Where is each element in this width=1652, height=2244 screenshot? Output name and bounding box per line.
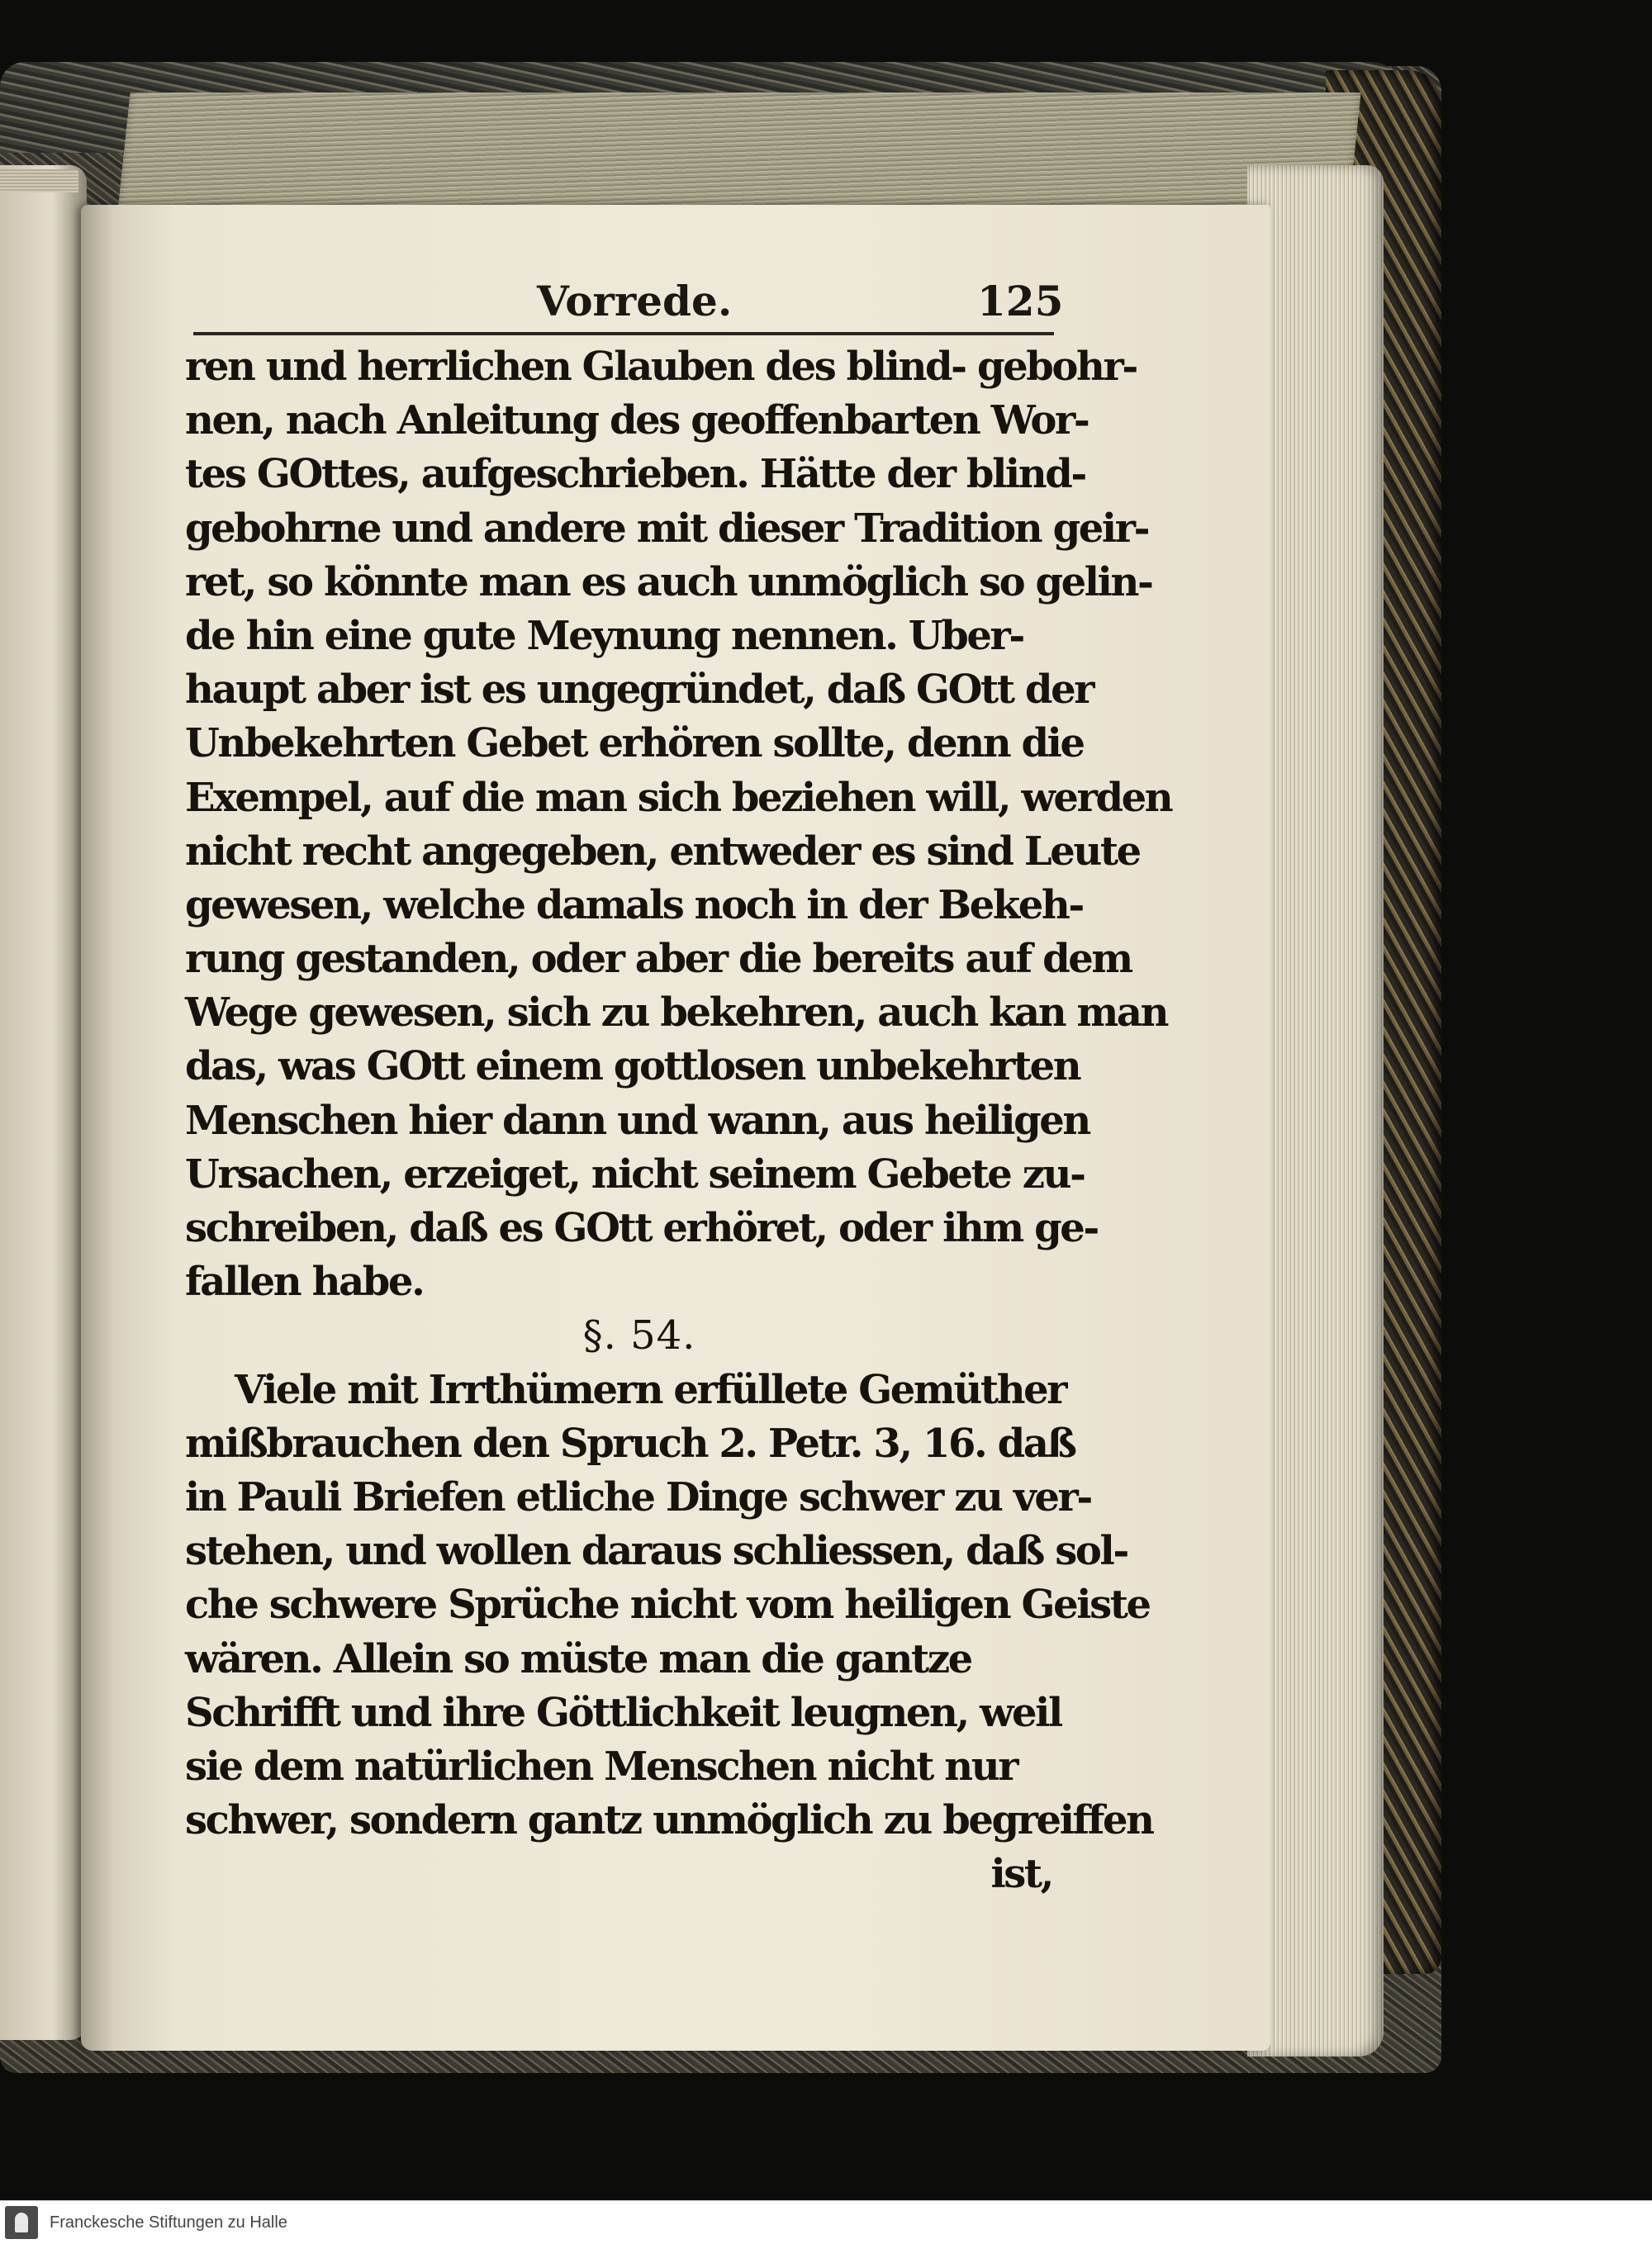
text-line: Viele mit Irrthümern erfüllete Gemüther [235,1366,1066,1413]
institution-logo-icon [5,2206,38,2239]
footer-bar [0,2200,1652,2244]
text-line: nicht recht angegeben, entweder es sind Leute [185,828,1140,875]
catchword: ist, [990,1851,1052,1898]
left-page-top-edge [0,169,78,192]
text-line: che schwere Sprüche nicht vom heiligen Geiste [185,1582,1150,1629]
text-line: in Pauli Briefen etliche Dinge schwer zu ver- [185,1473,1091,1521]
text-line: Schrifft und ihre Göttlichkeit leugnen, weil [185,1689,1061,1736]
text-line: schwer, sondern gantz unmöglich zu begreiffen [185,1797,1153,1844]
running-head: Vorrede. [537,277,733,325]
text-line: Unbekehrten Gebet erhören sollte, denn die [185,720,1084,767]
text-line: Menschen hier dann und wann, aus heiligen [185,1097,1089,1144]
text-line: nen, nach Anleitung des geoffenbarten Wor- [185,397,1089,444]
page-text [185,340,1172,1901]
section-marker: §. 54. [582,1312,696,1359]
text-line: schreiben, daß es GOtt erhöret, oder ihm ge- [185,1205,1098,1251]
text-line: wären. Allein so müste man die gantze [185,1635,971,1682]
left-page [0,165,87,2040]
text-line: tes GOttes, aufgeschrieben. Hätte der blind- [185,451,1085,498]
text-line: gewesen, welche damals noch in der Bekeh- [185,881,1083,928]
text-line: das, was GOtt einem gottlosen unbekehrten [185,1043,1080,1090]
text-line: Wege gewesen, sich zu bekehren, auch kan man [185,989,1168,1037]
page-number: 125 [977,277,1064,325]
text-line: Ursachen, erzeiget, nicht seinem Gebete zu- [185,1150,1085,1198]
text-line: de hin eine gute Meynung nennen. Uber- [185,612,1023,659]
text-line: fallen habe. [185,1259,424,1306]
header-rule [193,332,1054,335]
institution-name: Franckesche Stiftungen zu Halle [50,2213,287,2232]
text-line: ret, so könnte man es auch unmöglich so gelin- [185,558,1152,605]
text-line: gebohrne und andere mit dieser Tradition geir- [185,505,1149,552]
text-line: rung gestanden, oder aber die bereits auf dem [185,936,1132,983]
text-line: stehen, und wollen daraus schliessen, daß sol- [185,1528,1127,1575]
page-stack-top [117,93,1360,212]
text-line: ren und herrlichen Glauben des blind- gebohr- [185,344,1137,390]
text-line: sie dem natürlichen Menschen nicht nur [185,1743,1018,1790]
text-line: Exempel, auf die man sich beziehen will, werden [185,774,1172,821]
text-line: mißbrauchen den Spruch 2. Petr. 3, 16. daß [185,1420,1075,1467]
text-line: haupt aber ist es ungegründet, daß GOtt der [185,667,1094,714]
